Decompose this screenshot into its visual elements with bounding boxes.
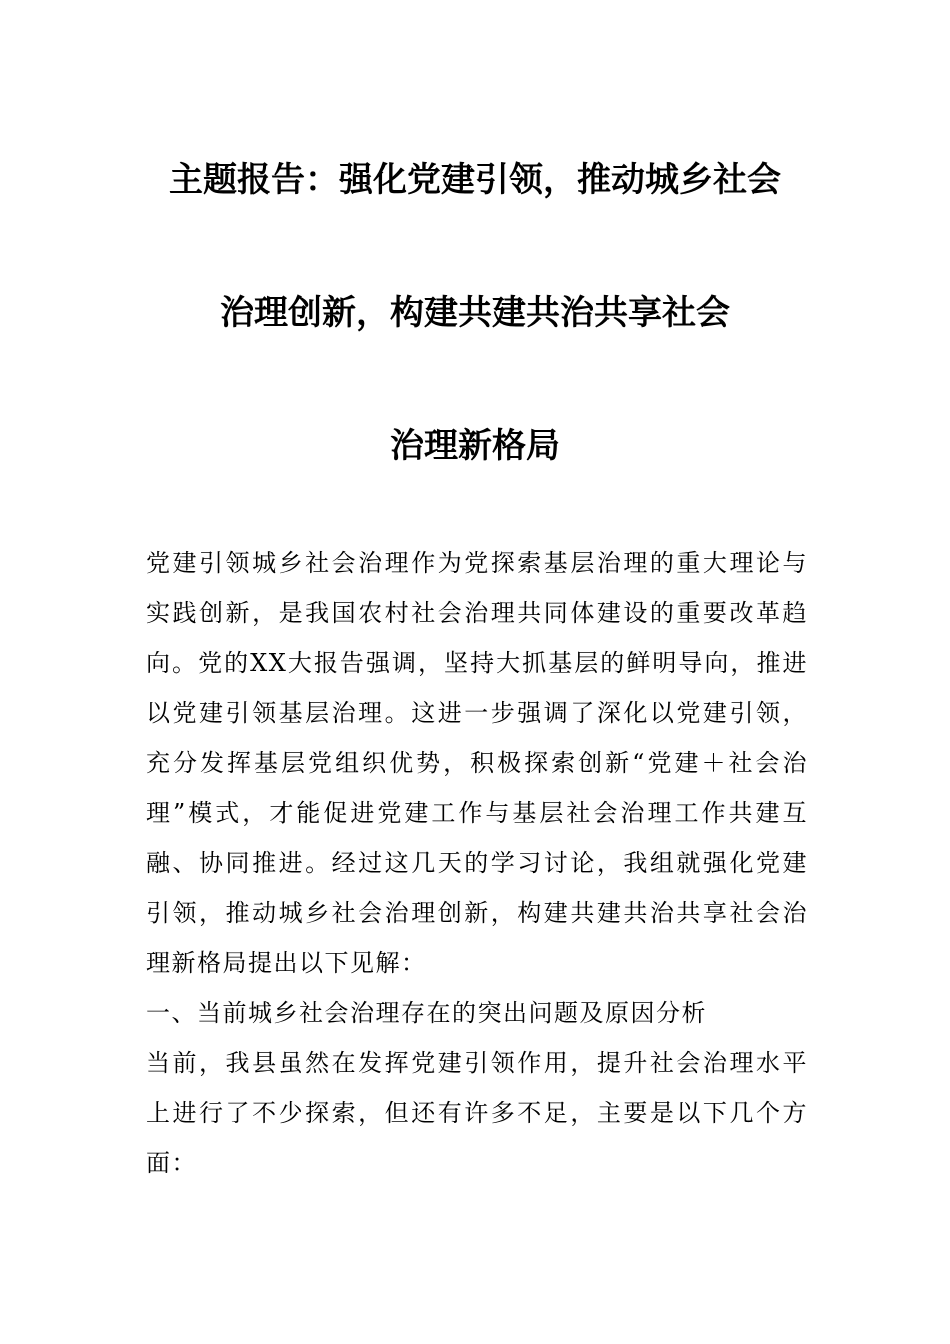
document-title [100, 150, 850, 476]
title-line-3: 治理新格局 [390, 426, 560, 466]
section-paragraph-1: 当前，我县虽然在发挥党建引领作用，提升社会治理水平上进行了不少探索，但还有许多不足，主要是以下几个方面： [146, 1049, 808, 1177]
title-line-1: 主题报告：强化党建引领，推动城乡社会 [169, 160, 781, 200]
intro-paragraph: 党建引领城乡社会治理作为党探索基层治理的重大理论与实践创新，是我国农村社会治理共同体建设的重要改革趋向。党的XX大报告强调，坚持大抓基层的鲜明导向，推进以党建引领基层治理。这进一步强调了深化以党建引领，充分发挥基层党组织优势，积极探索创新“党建＋社会治理”模式，才能促进党建工作与基层社会治理工作共建互融、协同推进。经过这几天的学习讨论，我组就强化党建引领，推动城乡社会治理创新，构建共建共治共享社会治理新格局提出以下见解： [146, 549, 808, 977]
section-heading-1: 一、当前城乡社会治理存在的突出问题及原因分析 [146, 999, 707, 1027]
document-body [146, 538, 808, 1188]
title-line-2: 治理创新，构建共建共治共享社会 [220, 293, 730, 333]
